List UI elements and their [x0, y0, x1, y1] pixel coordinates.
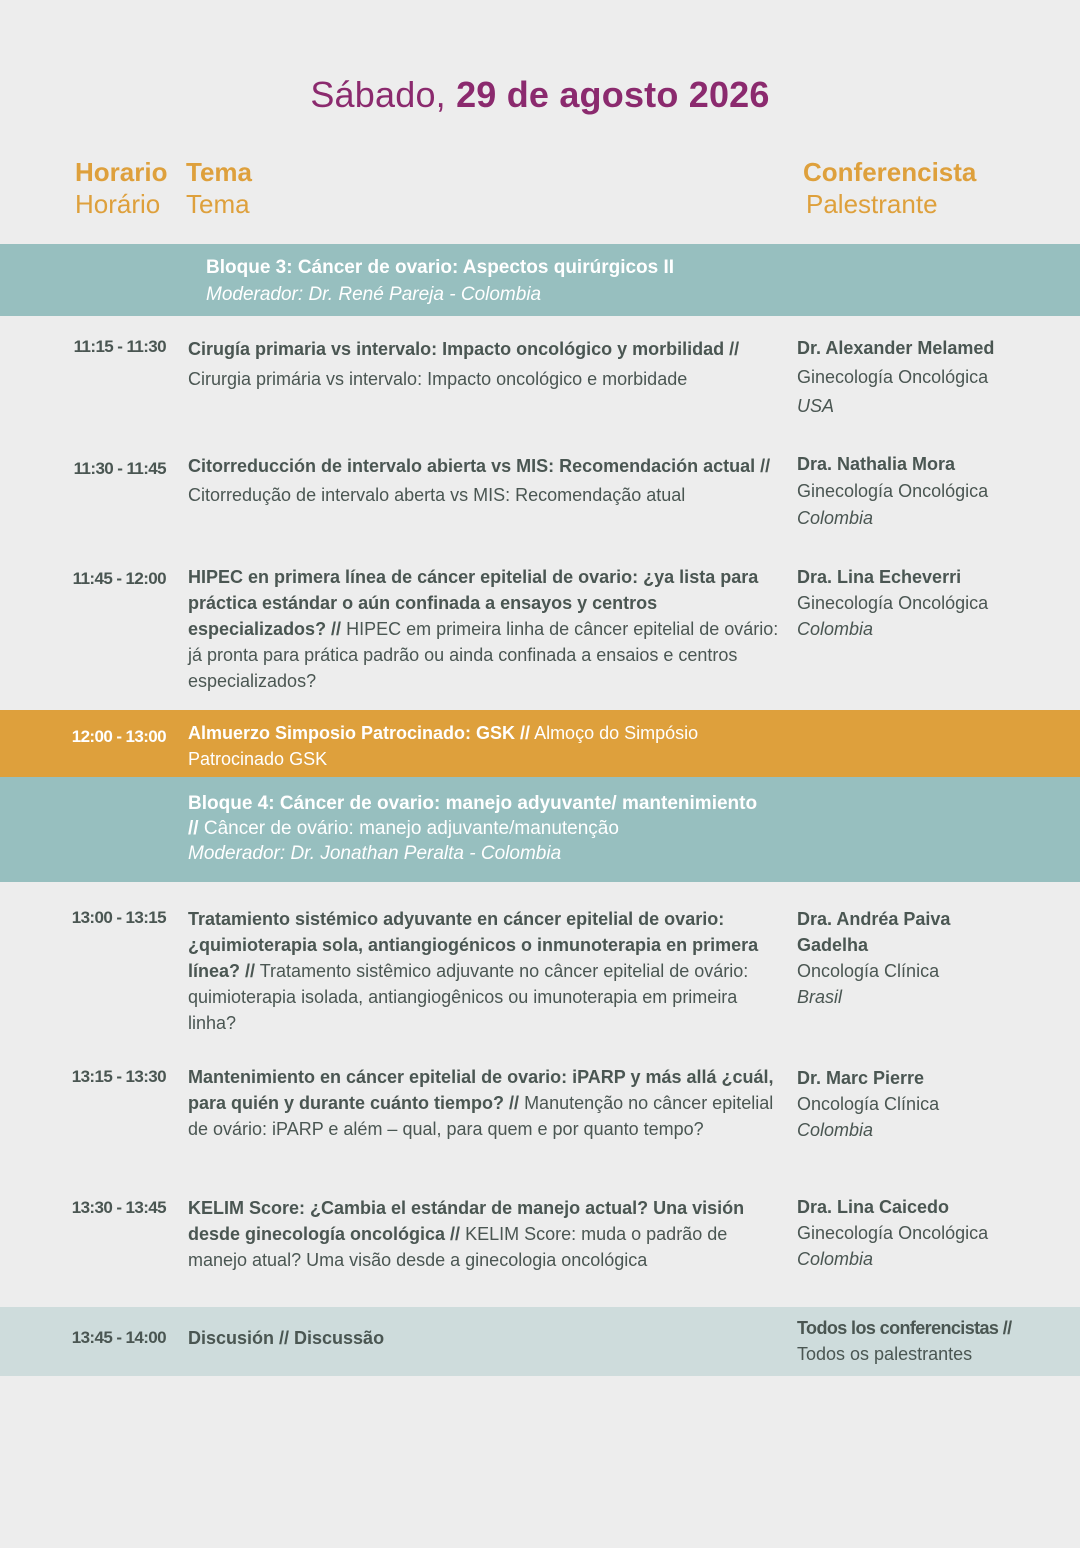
title-day: Sábado,: [310, 74, 446, 115]
speaker-specialty: Ginecología Oncológica: [797, 481, 989, 501]
speaker-specialty: Ginecología Oncológica: [797, 1223, 989, 1243]
session-topic-es: Cirugía primaria vs intervalo: Impacto oncológico y morbilidad //: [188, 339, 740, 359]
header-time-es: Horario: [75, 157, 168, 187]
speaker-specialty: Ginecología Oncológica: [797, 593, 989, 613]
session-time: 11:45 - 12:00: [72, 569, 166, 588]
speaker-country: Brasil: [797, 987, 843, 1007]
session-topic-pt: Cirurgia primária vs intervalo: Impacto oncológico e morbidade: [188, 369, 688, 389]
speaker-name: Dr. Alexander Melamed: [797, 338, 995, 358]
page-title: [0, 74, 1080, 116]
session-speaker: [797, 564, 1067, 642]
header-time: [75, 156, 167, 220]
session-time: 13:15 - 13:30: [71, 1067, 166, 1086]
session-speaker: [797, 451, 1067, 532]
header-speaker-es: Conferencista: [803, 157, 977, 187]
discussion-topic: Discusión // Discussão: [188, 1328, 385, 1348]
session-speaker: [797, 906, 997, 1010]
speaker-name: Dra. Andréa Paiva Gadelha: [797, 909, 951, 955]
session-topic-pt: Citorredução de intervalo aberta vs MIS: Recomendação atual: [188, 485, 686, 505]
header-topic-pt: Tema: [186, 189, 250, 219]
header-speaker-pt: Palestrante: [806, 189, 938, 219]
block4-subtitle: [188, 818, 619, 840]
discussion-band: [0, 1307, 1080, 1376]
session-time: 11:30 - 11:45: [73, 459, 166, 478]
discussion-time: 13:45 - 14:00: [71, 1328, 166, 1347]
session-time: 13:30 - 13:45: [71, 1198, 166, 1217]
session-topic-es: HIPEC en primera línea de cáncer epitelial de ovario: ¿ya lista para práctica estándar o aún confinada a ensayos y centros especializados? //: [188, 567, 759, 639]
session-topic: [188, 334, 788, 394]
session-speaker: [797, 1065, 1067, 1143]
session-topic: [188, 1195, 788, 1273]
block4-band: [0, 777, 1080, 882]
block3-band: [0, 244, 1080, 316]
speaker-country: Colombia: [797, 1249, 874, 1269]
speaker-country: USA: [797, 396, 835, 416]
session-topic-pt: Tratamento sistêmico adjuvante no câncer epitelial de ovário: quimioterapia isolada, antiangiogênicos ou imunoterapia em primeira linha?: [188, 961, 749, 1033]
session-topic: [188, 906, 788, 1036]
session-topic-pt: Manutenção no câncer epitelial de ovário: iPARP e além – qual, para quem e por quanto tempo?: [188, 1093, 774, 1139]
session-topic-es: KELIM Score: ¿Cambia el estándar de manejo actual? Una visión desde ginecología oncológica //: [188, 1198, 745, 1244]
speaker-country: Colombia: [797, 508, 874, 528]
session-topic: [188, 564, 788, 694]
header-topic-es: Tema: [186, 157, 252, 187]
speaker-specialty: Oncología Clínica: [797, 1094, 940, 1114]
speaker-specialty: Ginecología Oncológica: [797, 367, 989, 387]
lunch-topic-es: Almuerzo Simposio Patrocinado: GSK //: [188, 723, 531, 743]
speaker-specialty: Oncología Clínica: [797, 961, 940, 981]
block4-subtitle-text: Câncer de ovário: manejo adjuvante/manutenção: [203, 818, 619, 839]
lunch-topic: [188, 720, 778, 772]
block4-subtitle-sep: //: [188, 818, 199, 839]
header-time-pt: Horário: [75, 189, 161, 219]
speaker-name: Dra. Lina Caicedo: [797, 1197, 950, 1217]
session-topic-es: Citorreducción de intervalo abierta vs MIS: Recomendación actual //: [188, 456, 771, 476]
speaker-name: Dra. Lina Echeverri: [797, 567, 962, 587]
lunch-band: [0, 710, 1080, 777]
speaker-name: Dr. Marc Pierre: [797, 1068, 925, 1088]
speaker-country: Colombia: [797, 619, 874, 639]
session-speaker: [797, 1194, 1067, 1272]
speaker-country: Colombia: [797, 1120, 874, 1140]
session-topic: [188, 452, 788, 510]
speaker-name: Dra. Nathalia Mora: [797, 454, 956, 474]
header-speaker: [803, 156, 976, 220]
header-topic: [186, 156, 252, 220]
session-time: 11:15 - 11:30: [73, 337, 166, 356]
session-topic-pt: KELIM Score: muda o padrão de manejo atual? Uma visão desde a ginecologia oncológica: [188, 1224, 728, 1270]
lunch-topic-pt: Almoço do Simpósio Patrocinado GSK: [188, 723, 699, 769]
lunch-time: 12:00 - 13:00: [71, 727, 166, 746]
block3-title: Bloque 3: Cáncer de ovario: Aspectos quirúrgicos II: [206, 257, 675, 278]
session-topic-es: Tratamiento sistémico adyuvante en cáncer epitelial de ovario: ¿quimioterapia sola, antiangiogénicos o inmunoterapia en primera línea? //: [188, 909, 759, 981]
block4-moderator: Moderador: Dr. Jonathan Peralta - Colombia: [188, 843, 562, 864]
session-topic: [188, 1064, 788, 1142]
session-speaker: [797, 334, 1067, 421]
session-time: 13:00 - 13:15: [71, 908, 166, 927]
discussion-speaker-pt: Todos os palestrantes: [797, 1344, 973, 1364]
session-topic-es: Mantenimiento en cáncer epitelial de ovario: iPARP y más allá ¿cuál, para quién y durante cuánto tiempo? //: [188, 1067, 774, 1113]
discussion-speaker: [797, 1315, 1067, 1367]
discussion-speaker-es: Todos los conferencistas //: [797, 1318, 1012, 1338]
block3-moderator: Moderador: Dr. René Pareja - Colombia: [206, 284, 542, 305]
title-date: 29 de agosto 2026: [456, 74, 770, 115]
block4-title: Bloque 4: Cáncer de ovario: manejo adyuvante/ mantenimiento: [188, 793, 758, 814]
session-topic-pt: HIPEC em primeira linha de câncer epitelial de ovário: já pronta para prática padrão ou ainda confinada a ensaios e centros especializados?: [188, 619, 779, 691]
